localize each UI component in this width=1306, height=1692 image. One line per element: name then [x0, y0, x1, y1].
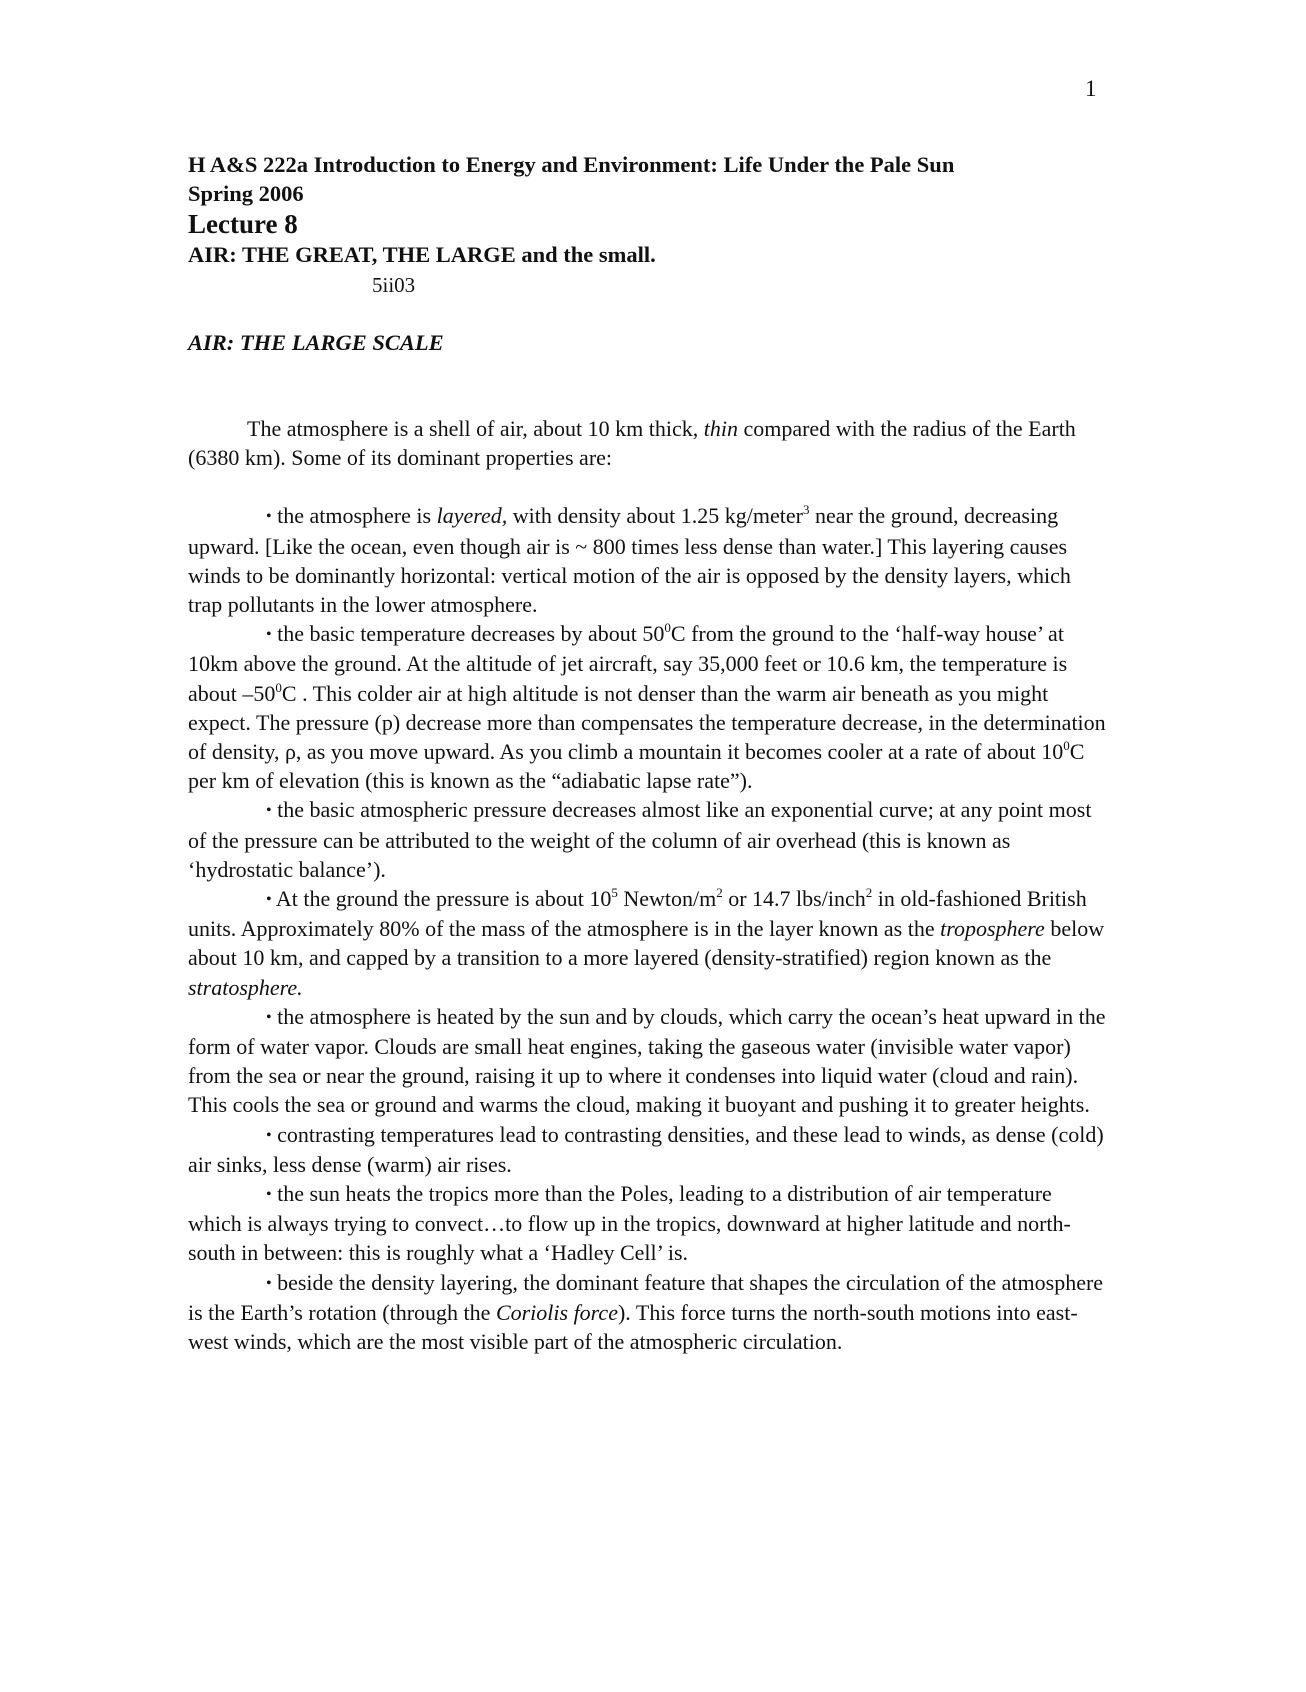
course-title: H A&S 222a Introduction to Energy and Environment: Life Under the Pale Sun — [188, 152, 955, 177]
bullet-dot: • — [266, 626, 272, 644]
superscript: 0 — [275, 679, 282, 695]
date-code: 5ii03 — [372, 273, 416, 297]
bullet-dot: • — [266, 891, 272, 909]
bullet-contrasting-temperatures — [188, 1120, 1108, 1179]
bullet-text: C per km of elevation (this is known as the “adiabatic lapse rate”). — [188, 739, 1085, 794]
bullet-hadley-cell — [188, 1179, 1108, 1268]
superscript: 0 — [1063, 738, 1070, 754]
section-heading: AIR: THE LARGE SCALE — [188, 330, 444, 355]
bullet-text: beside the density layering, the dominant feature that shapes the circulation of the atmosphere is the Earth’s rotation (through the — [188, 1269, 1104, 1325]
page-number: 1 — [1085, 76, 1097, 101]
bullet-dot: • — [266, 1274, 272, 1292]
bullet-dot: • — [266, 802, 272, 820]
superscript: 2 — [716, 885, 723, 901]
bullet-text: ). This force turns the north-south motions into east-west winds, which are the most visible part of the atmospheric circulation. — [188, 1299, 1078, 1355]
bullet-pressure — [188, 795, 1108, 884]
bullet-text: C from the ground to the ‘half-way house’ at 10km above the ground. At the altitude of jet aircraft, say 35,000 feet or 10.6 km, the temperature is about –50 — [188, 621, 1068, 706]
bullet-emphasis: stratosphere. — [188, 974, 303, 1000]
bullet-text: the basic temperature decreases by about 50 — [271, 621, 665, 647]
bullet-heating — [188, 1002, 1108, 1120]
bullet-text: contrasting temperatures lead to contrasting densities, and these lead to winds, as dense (cold) air sinks, less dense (warm) air rises. — [188, 1121, 1104, 1177]
bullet-text: C . This colder air at high altitude is not denser than the warm air beneath as you might expect. The pressure (p) decrease more than compensates the temperature decrease, in the determination of density, ρ, as you move upward. As you climb a mountain it becomes cooler at a rate of about 10 — [188, 680, 1106, 765]
term: Spring 2006 — [188, 181, 304, 206]
bullet-dot: • — [266, 1186, 272, 1204]
intro-text-2: compared with the radius of the Earth (6380 km). Some of its dominant properties are: — [188, 416, 1076, 471]
bullet-emphasis: troposphere — [940, 916, 1045, 942]
bullet-text: or 14.7 lbs/inch — [722, 886, 866, 912]
bullet-text: Newton/m — [617, 886, 717, 912]
intro-emphasis: thin — [703, 416, 738, 441]
bullet-ground-pressure — [188, 884, 1108, 1002]
bullet-temperature — [188, 619, 1108, 795]
bullet-dot: • — [266, 1008, 272, 1026]
bullet-text: the basic atmospheric pressure decreases almost like an exponential curve; at any point most of the pressure can be attributed to the weight of the column of air overhead (this is known as ‘hydrostatic balance’). — [188, 797, 1092, 882]
bullet-text: in old-fashioned British units. Approximately 80% of the mass of the atmosphere is in the layer known as the — [188, 886, 1087, 942]
bullet-text: the atmosphere is heated by the sun and by clouds, which carry the ocean’s heat upward in the form of water vapor. Clouds are small heat engines, taking the gaseous water (invisible water vapor) from the sea or near the ground, raising it up to where it condenses into liquid water (cloud and rain). This cools the sea or ground and warms the cloud, making it buoyant and pushing it to greater heights. — [188, 1003, 1106, 1118]
bullet-text: with density about 1.25 kg/meter — [507, 503, 803, 529]
bullet-text: near the ground, decreasing upward. [Like the ocean, even though air is ~ 800 times less dense than water.] This layering causes winds to be dominantly horizontal: vertical motion of the air is opposed by the density layers, which trap pollutants in the lower atmosphere. — [188, 503, 1071, 618]
bullet-text: At the ground the pressure is about 10 — [271, 886, 612, 912]
bullet-dot: • — [266, 1126, 272, 1144]
intro-paragraph — [188, 414, 1108, 472]
bullet-text: the atmosphere is — [271, 503, 437, 529]
superscript: 2 — [865, 885, 873, 901]
bullet-emphasis: Coriolis force — [495, 1299, 618, 1325]
bullet-text: the sun heats the tropics more than the Poles, leading to a distribution of air temperature which is always trying to convect…to flow up in the tropics, downward at higher latitude and north-south in between: this is roughly what a ‘Hadley Cell’ is. — [188, 1181, 1071, 1266]
bullet-coriolis — [188, 1268, 1108, 1357]
bullet-dot: • — [266, 508, 272, 526]
bullet-layered — [188, 501, 1108, 619]
document-header — [188, 150, 1148, 300]
intro-text-1: The atmosphere is a shell of air, about 10 km thick, — [247, 416, 704, 441]
bullet-text: below about 10 km, and capped by a transition to a more layered (density-stratified) region known as the — [188, 916, 1105, 971]
superscript: 5 — [611, 885, 618, 901]
body-text — [188, 414, 1108, 1356]
lecture-number: Lecture 8 — [188, 209, 298, 239]
superscript: 3 — [802, 502, 810, 518]
lecture-topic: AIR: THE GREAT, THE LARGE and the small. — [188, 242, 656, 267]
superscript: 0 — [664, 620, 671, 636]
bullet-emphasis: layered, — [436, 503, 508, 529]
